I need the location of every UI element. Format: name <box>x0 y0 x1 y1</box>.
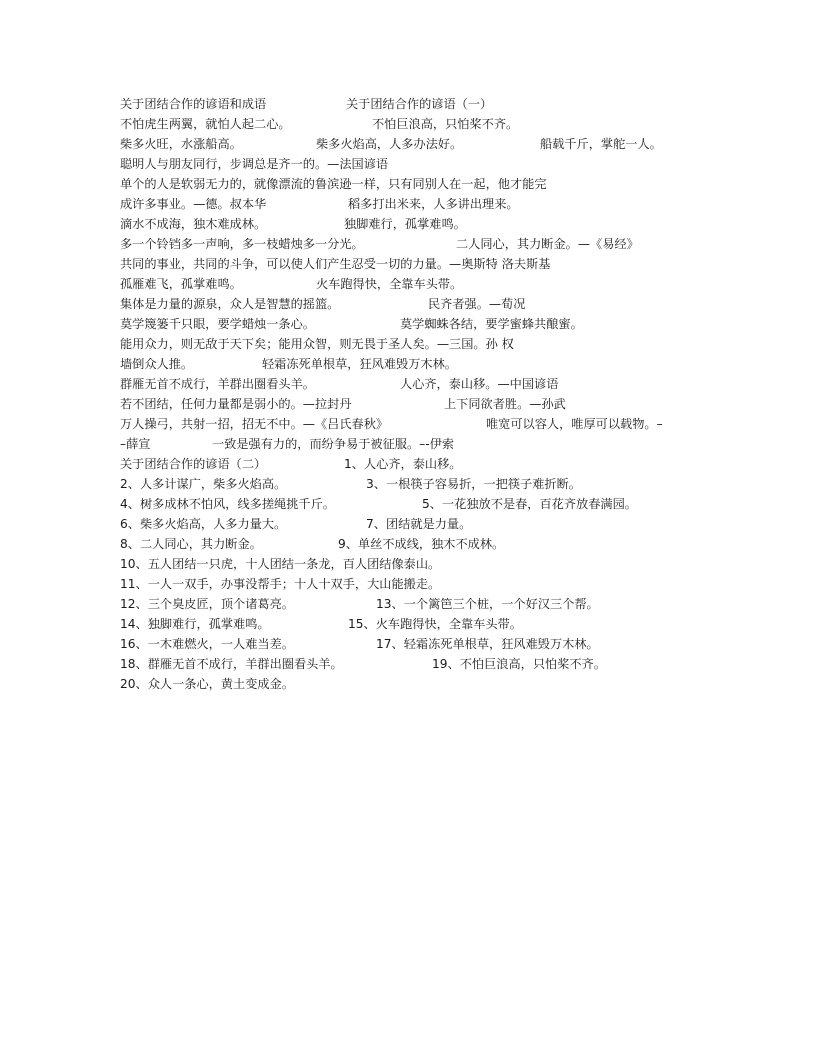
text-line <box>0 354 816 374</box>
numbered-proverb: 19、不怕巨浪高，只怕桨不齐。 <box>432 657 606 671</box>
text-line <box>0 194 816 214</box>
text-line <box>0 94 816 114</box>
proverb-text: 多一个铃铛多一声响，多一枝蜡烛多一分光。 <box>120 237 364 251</box>
text-line <box>0 214 816 234</box>
heading-proverbs-part-1: 关于团结合作的谚语（一） <box>346 97 493 111</box>
text-line <box>0 414 816 434</box>
numbered-proverb: 3、一根筷子容易折，一把筷子难折断。 <box>366 477 581 491</box>
text-line <box>0 454 816 474</box>
numbered-proverb: 2、人多计谋广，柴多火焰高。 <box>120 477 287 491</box>
text-line <box>0 314 816 334</box>
proverb-text: 稻多打出米来，人多讲出理来。 <box>348 197 519 211</box>
proverb-text: 二人同心，其力断金。—《易经》 <box>456 237 639 251</box>
proverb-text: 能用众力，则无敌于天下矣；能用众智，则无畏于圣人矣。—三国。孙 权 <box>120 337 514 351</box>
proverb-text: 独脚难行，孤掌难鸣。 <box>344 217 466 231</box>
text-line <box>0 514 816 534</box>
text-line <box>0 134 816 154</box>
proverb-text: 上下同欲者胜。—孙武 <box>444 397 566 411</box>
text-line <box>0 574 816 594</box>
proverb-text: 一致是强有力的，而纷争易于被征服。–-伊索 <box>212 437 455 451</box>
text-line <box>0 274 816 294</box>
proverb-text: 轻霜冻死单根草，狂风难毁万木林。 <box>262 357 457 371</box>
text-line <box>0 294 816 314</box>
proverb-text: 不怕巨浪高，只怕桨不齐。 <box>372 117 519 131</box>
numbered-proverb: 18、群雁无首不成行，羊群出圈看头羊。 <box>120 657 343 671</box>
text-line <box>0 374 816 394</box>
proverb-text: 莫学蜘蛛各结，要学蜜蜂共酿蜜。 <box>400 317 583 331</box>
proverb-text: 万人操弓，共射一招，招无不中。—《吕氏春秋》 <box>120 417 389 431</box>
text-line <box>0 114 816 134</box>
text-line <box>0 154 816 174</box>
numbered-proverb: 1、人心齐，泰山移。 <box>344 457 462 471</box>
numbered-proverb: 9、单丝不成线，独木不成林。 <box>338 537 505 551</box>
heading-proverbs-part-2: 关于团结合作的谚语（二） <box>120 457 267 471</box>
proverb-text: 民齐者强。—荀况 <box>428 297 526 311</box>
text-line <box>0 534 816 554</box>
numbered-proverb: 15、火车跑得快，全靠车头带。 <box>348 617 522 631</box>
proverb-text: 柴多火旺，水涨船高。 <box>120 137 242 151</box>
text-line <box>0 494 816 514</box>
numbered-proverb: 14、独脚难行，孤掌难鸣。 <box>120 617 270 631</box>
numbered-proverb: 10、五人团结一只虎，十人团结一条龙，百人团结像泰山。 <box>120 557 441 571</box>
proverb-text: 单个的人是软弱无力的，就像漂流的鲁滨逊一样，只有同别人在一起，他才能完 <box>120 177 547 191</box>
numbered-proverb: 6、柴多火焰高，人多力量大。 <box>120 517 287 531</box>
proverb-text: 柴多火焰高，人多办法好。 <box>316 137 463 151</box>
numbered-proverb: 5、一花独放不是春，百花齐放春满园。 <box>422 497 637 511</box>
text-line <box>0 334 816 354</box>
text-line <box>0 394 816 414</box>
proverb-text: 莫学篾篓千只眼，要学蜡烛一条心。 <box>120 317 315 331</box>
proverb-text: 群雁无首不成行，羊群出圈看头羊。 <box>120 377 315 391</box>
proverb-text: 若不团结，任何力量都是弱小的。—拉封丹 <box>120 397 352 411</box>
proverb-text: 墙倒众人推。 <box>120 357 194 371</box>
numbered-proverb: 4、树多成林不怕风，线多搓绳挑千斤。 <box>120 497 335 511</box>
numbered-proverb: 20、众人一条心，黄土变成金。 <box>120 677 294 691</box>
text-line <box>0 634 816 654</box>
numbered-proverb: 16、一木难燃火，一人难当差。 <box>120 637 294 651</box>
proverb-text: 聪明人与朋友同行，步调总是齐一的。—法国谚语 <box>120 157 389 171</box>
proverb-text: 成许多事业。—德。叔本华 <box>120 197 267 211</box>
proverb-text: 共同的事业，共同的斗争，可以使人们产生忍受一切的力量。—奥斯特 洛夫斯基 <box>120 257 551 271</box>
text-line <box>0 554 816 574</box>
text-line <box>0 474 816 494</box>
numbered-proverb: 11、一人一双手，办事没帮手；十人十双手，大山能搬走。 <box>120 577 441 591</box>
text-line <box>0 254 816 274</box>
text-line <box>0 174 816 194</box>
numbered-proverb: 12、三个臭皮匠，顶个诸葛亮。 <box>120 597 294 611</box>
proverb-text: –薛宣 <box>120 437 151 451</box>
numbered-proverb: 7、团结就是力量。 <box>366 517 472 531</box>
proverb-text: 人心齐，泰山移。—中国谚语 <box>400 377 559 391</box>
heading-proverbs-and-idioms: 关于团结合作的谚语和成语 <box>120 97 267 111</box>
numbered-proverb: 17、轻霜冻死单根草，狂风难毁万木林。 <box>376 637 599 651</box>
proverb-text: 滴水不成海，独木难成林。 <box>120 217 267 231</box>
proverb-text: 唯宽可以容人，唯厚可以载物。– <box>486 417 663 431</box>
proverb-text: 不怕虎生两翼，就怕人起二心。 <box>120 117 291 131</box>
proverb-text: 火车跑得快，全靠车头带。 <box>316 277 463 291</box>
text-line <box>0 654 816 674</box>
text-line <box>0 674 816 694</box>
proverb-text: 孤雁难飞，孤掌难鸣。 <box>120 277 242 291</box>
numbered-proverb: 13、一个篱笆三个桩，一个好汉三个帮。 <box>376 597 599 611</box>
proverb-text: 集体是力量的源泉，众人是智慧的摇篮。 <box>120 297 340 311</box>
text-line <box>0 434 816 454</box>
text-line <box>0 614 816 634</box>
proverb-text: 船载千斤，掌舵一人。 <box>540 137 662 151</box>
text-line <box>0 234 816 254</box>
text-line <box>0 594 816 614</box>
numbered-proverb: 8、二人同心，其力断金。 <box>120 537 262 551</box>
